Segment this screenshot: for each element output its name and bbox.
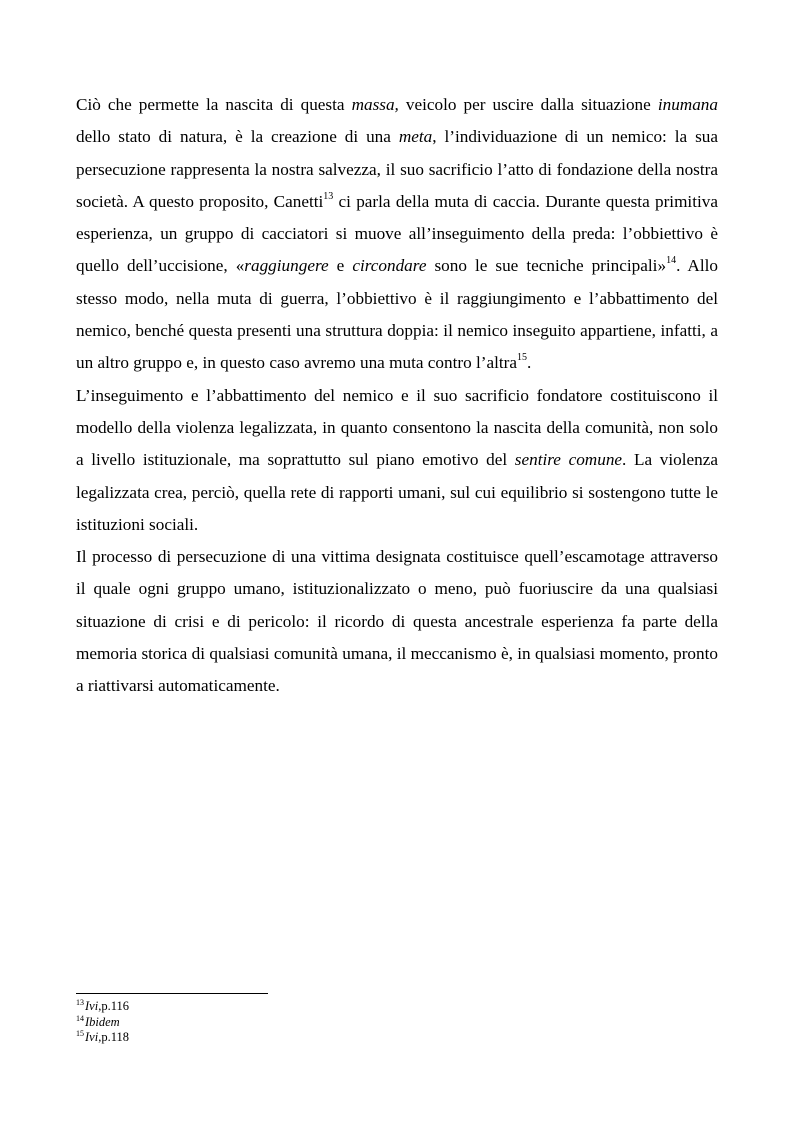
footnote-ref: Ibidem (85, 1014, 120, 1029)
italic-text: massa, (351, 95, 399, 114)
text-run: veicolo per uscire dalla situazione (398, 95, 658, 114)
footnote-ref: Ivi (85, 999, 99, 1013)
text-run: dello stato di natura, è la creazione di una (76, 127, 399, 147)
text-run: Il processo di persecuzione di una vittima designata costituisce quell’escamotage attraverso il quale ogni gruppo umano, istituzionalizzato o meno, può fuoriuscire da una qualsiasi situazione di crisi e di pericolo: il ricordo di questa ancestrale esperienza fa parte della memoria storica di qualsiasi comunità umana, il meccanismo è, in qualsiasi momento, pronto a riattivarsi automaticamente. (76, 547, 718, 696)
text-run: e (328, 256, 353, 276)
paragraph-2 (76, 380, 718, 541)
text-run: , l’individuazione di un nemico: la sua persecuzione rappresenta la nostra salvezza, il suo sacrificio l’atto di fondazione della nostra società. A questo proposito, Canetti (76, 127, 718, 211)
footnote-number: 14 (76, 1013, 84, 1023)
footnote-14 (76, 1015, 376, 1031)
text-run: L’inseguimento e l’abbattimento del nemico e il suo sacrificio fondatore costituiscono il modello della violenza legalizzata, in quanto consentono la nascita della comunità, non solo a livello istituzionale, ma soprattutto sul piano emotivo del (76, 385, 718, 470)
italic-text: raggiungere (244, 256, 329, 276)
italic-text: circondare (352, 256, 427, 276)
footnote-13 (76, 999, 376, 1015)
body-text (76, 89, 718, 703)
text-run: . (527, 353, 532, 373)
text-run: . Allo stesso modo, nella muta di guerra, l’obbiettivo è il raggiungimento e l’abbattimento del nemico, benché questa presenti una struttura doppia: il nemico inseguito appartiene, infatti, a un altro gruppo e, in questo caso avremo una muta contro l’altra (76, 256, 718, 373)
paragraph-1 (76, 89, 718, 380)
italic-text: inumana (657, 95, 718, 114)
footnote-page: ,p.116 (98, 999, 129, 1013)
footnote-15 (76, 1030, 376, 1046)
footnote-number: 15 (76, 1029, 84, 1038)
text-run: Ciò che permette la nascita di questa (76, 95, 352, 114)
footnote-page: ,p.118 (98, 1030, 129, 1044)
footnote-number: 13 (76, 998, 84, 1007)
footnote-ref-marker: 13 (323, 190, 334, 202)
paragraph-3 (76, 541, 718, 702)
footnote-ref-marker: 15 (517, 352, 528, 364)
text-run: ci parla della muta di caccia. Durante questa primitiva esperienza, un gruppo di cacciatori si muove all’inseguimento della preda: l’obbiettivo è quello dell’uccisione, « (76, 191, 718, 276)
italic-text: sentire comune (514, 450, 623, 470)
footnote-separator (76, 993, 268, 994)
footnote-ref-marker: 14 (666, 255, 677, 267)
footnote-ref: Ivi (85, 1030, 99, 1044)
text-run: . La violenza legalizzata crea, perciò, quella rete di rapporti umani, sul cui equilibrio si sostengono tutte le istituzioni sociali. (76, 450, 718, 534)
footnotes (76, 999, 376, 1046)
italic-text: meta (398, 127, 433, 147)
text-run: sono le sue tecniche principali» (426, 256, 667, 276)
